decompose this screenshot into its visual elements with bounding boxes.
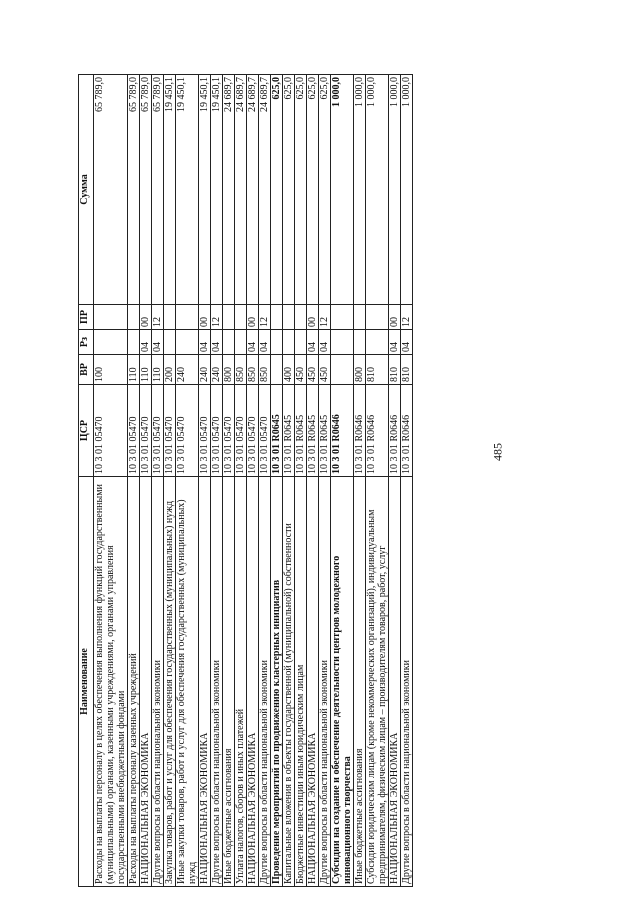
cell-sum: 65 789,0 [152,75,164,305]
cell-pr [354,305,366,330]
cell-pr: 00 [389,305,401,330]
cell-rz [295,330,307,355]
cell-sum: 625,0 [319,75,331,305]
cell-name: Другие вопросы в области национальной экономики [259,477,271,887]
cell-rz: 04 [259,330,271,355]
table-row [389,75,401,887]
table-row [271,75,283,887]
cell-name: Иные закупки товаров, работ и услуг для обеспечения государственных (муниципальных) нужд [176,477,199,887]
cell-sum: 65 789,0 [128,75,140,305]
budget-table [78,74,413,887]
cell-sum: 19 450,1 [176,75,199,305]
table-row [354,75,366,887]
cell-sum: 625,0 [307,75,319,305]
cell-vr: 100 [94,355,128,385]
cell-rz [271,330,283,355]
cell-csr: 10 3 01 R0645 [283,385,295,477]
cell-csr: 10 3 01 05470 [235,385,247,477]
cell-vr: 810 [401,355,413,385]
cell-pr [176,305,199,330]
table-row [235,75,247,887]
cell-vr: 800 [354,355,366,385]
table-row [247,75,259,887]
cell-sum: 65 789,0 [94,75,128,305]
cell-vr: 110 [152,355,164,385]
cell-pr: 12 [211,305,223,330]
cell-pr [128,305,140,330]
header-csr: ЦСР [79,385,94,477]
table-row [128,75,140,887]
cell-csr: 10 3 01 05470 [152,385,164,477]
cell-sum: 65 789,0 [140,75,152,305]
cell-rz [354,330,366,355]
cell-vr: 800 [223,355,235,385]
cell-sum: 1 000,0 [354,75,366,305]
cell-csr: 10 3 01 R0645 [307,385,319,477]
cell-vr: 810 [366,355,389,385]
cell-name: Другие вопросы в области национальной экономики [401,477,413,887]
header-name: Наименование [79,477,94,887]
cell-csr: 10 3 01 R0645 [319,385,331,477]
cell-name: Уплата налогов, сборов и иных платежей [235,477,247,887]
cell-name: Проведение мероприятий по продвижению кластерных инициатив [271,477,283,887]
cell-csr: 10 3 01 R0645 [271,385,283,477]
cell-vr: 450 [295,355,307,385]
cell-vr: 240 [211,355,223,385]
cell-pr: 12 [152,305,164,330]
cell-pr: 12 [401,305,413,330]
cell-sum: 625,0 [295,75,307,305]
cell-vr: 240 [176,355,199,385]
cell-rz [331,330,354,355]
cell-rz: 04 [389,330,401,355]
cell-name: Другие вопросы в области национальной экономики [319,477,331,887]
cell-csr: 10 3 01 05470 [247,385,259,477]
cell-rz [283,330,295,355]
cell-pr [94,305,128,330]
cell-sum: 1 000,0 [366,75,389,305]
cell-csr: 10 3 01 05470 [259,385,271,477]
cell-rz: 04 [140,330,152,355]
header-sum: Сумма [79,75,94,305]
table-row [259,75,271,887]
cell-vr: 240 [199,355,211,385]
cell-name: Иные бюджетные ассигнования [223,477,235,887]
table-row [223,75,235,887]
cell-csr: 10 3 01 R0646 [366,385,389,477]
cell-rz: 04 [199,330,211,355]
cell-rz [176,330,199,355]
cell-pr: 00 [307,305,319,330]
table-row [199,75,211,887]
header-vr: ВР [79,355,94,385]
cell-sum: 19 450,1 [211,75,223,305]
cell-vr: 450 [319,355,331,385]
cell-csr: 10 3 01 05470 [211,385,223,477]
header-rz: Рз [79,330,94,355]
table-header-row [79,75,94,887]
cell-sum: 625,0 [271,75,283,305]
cell-vr: 850 [235,355,247,385]
cell-sum: 19 450,1 [199,75,211,305]
cell-sum: 24 689,7 [235,75,247,305]
cell-name: Расходы на выплаты персоналу в целях обеспечения выполнения функций государственными (муниципальными) органами, казенными учреждениями, органами управления государственными внебюджетными фондами [94,477,128,887]
cell-vr: 400 [283,355,295,385]
table-row [331,75,354,887]
page-number: 485 [490,443,505,461]
cell-csr: 10 3 01 R0646 [354,385,366,477]
cell-pr [366,305,389,330]
cell-sum: 19 450,1 [164,75,176,305]
cell-vr: 850 [259,355,271,385]
cell-csr: 10 3 01 R0646 [331,385,354,477]
cell-rz [164,330,176,355]
cell-vr: 450 [307,355,319,385]
cell-sum: 625,0 [283,75,295,305]
cell-pr [295,305,307,330]
cell-vr: 110 [140,355,152,385]
table-row [307,75,319,887]
cell-csr: 10 3 01 R0646 [389,385,401,477]
table-row [140,75,152,887]
cell-sum: 24 689,7 [223,75,235,305]
cell-rz [128,330,140,355]
cell-csr: 10 3 01 05470 [199,385,211,477]
cell-name: Другие вопросы в области национальной экономики [152,477,164,887]
cell-rz [366,330,389,355]
cell-name: Субсидии на создание и обеспечение деятельности центров молодежного инновационного творчества [331,477,354,887]
rotated-table-container [78,75,556,887]
cell-csr: 10 3 01 05470 [94,385,128,477]
cell-rz [223,330,235,355]
table-row [94,75,128,887]
cell-rz: 04 [152,330,164,355]
cell-pr [271,305,283,330]
cell-sum: 1 000,0 [401,75,413,305]
cell-name: НАЦИОНАЛЬНАЯ ЭКОНОМИКА [140,477,152,887]
header-pr: ПР [79,305,94,330]
cell-csr: 10 3 01 05470 [164,385,176,477]
table-row [319,75,331,887]
cell-vr: 850 [247,355,259,385]
cell-sum: 24 689,7 [259,75,271,305]
table-body [94,75,413,887]
table-row [176,75,199,887]
cell-pr [235,305,247,330]
cell-vr [331,355,354,385]
cell-pr [223,305,235,330]
cell-pr: 00 [247,305,259,330]
cell-vr: 110 [128,355,140,385]
cell-rz [94,330,128,355]
table-row [283,75,295,887]
cell-csr: 10 3 01 R0646 [401,385,413,477]
cell-name: Иные бюджетные ассигнования [354,477,366,887]
cell-csr: 10 3 01 05470 [176,385,199,477]
cell-pr [283,305,295,330]
table-row [295,75,307,887]
cell-name: Другие вопросы в области национальной экономики [211,477,223,887]
cell-sum: 1 000,0 [389,75,401,305]
table-row [152,75,164,887]
cell-name: НАЦИОНАЛЬНАЯ ЭКОНОМИКА [247,477,259,887]
cell-name: НАЦИОНАЛЬНАЯ ЭКОНОМИКА [199,477,211,887]
cell-pr: 12 [259,305,271,330]
cell-name: Бюджетные инвестиции иным юридическим лицам [295,477,307,887]
table-row [366,75,389,887]
cell-name: Капитальные вложения в объекты государственной (муниципальной) собственности [283,477,295,887]
cell-rz: 04 [211,330,223,355]
cell-pr: 00 [199,305,211,330]
cell-rz: 04 [307,330,319,355]
cell-rz [235,330,247,355]
table-row [401,75,413,887]
cell-name: НАЦИОНАЛЬНАЯ ЭКОНОМИКА [389,477,401,887]
cell-name: НАЦИОНАЛЬНАЯ ЭКОНОМИКА [307,477,319,887]
cell-rz: 04 [401,330,413,355]
cell-csr: 10 3 01 05470 [140,385,152,477]
table-row [164,75,176,887]
cell-vr [271,355,283,385]
cell-csr: 10 3 01 05470 [223,385,235,477]
cell-pr: 00 [140,305,152,330]
cell-pr [331,305,354,330]
cell-name: Расходы на выплаты персоналу казенных учреждений [128,477,140,887]
cell-vr: 200 [164,355,176,385]
table-row [211,75,223,887]
cell-pr: 12 [319,305,331,330]
cell-rz: 04 [247,330,259,355]
cell-csr: 10 3 01 R0645 [295,385,307,477]
cell-name: Субсидии юридическим лицам (кроме некоммерческих организаций), индивидуальным предпринимателям, физическим лицам – производителям товаров, работ, услуг [366,477,389,887]
cell-name: Закупка товаров, работ и услуг для обеспечения государственных (муниципальных) нужд [164,477,176,887]
cell-vr: 810 [389,355,401,385]
cell-sum: 24 689,7 [247,75,259,305]
cell-sum: 1 000,0 [331,75,354,305]
cell-pr [164,305,176,330]
cell-rz: 04 [319,330,331,355]
cell-csr: 10 3 01 05470 [128,385,140,477]
